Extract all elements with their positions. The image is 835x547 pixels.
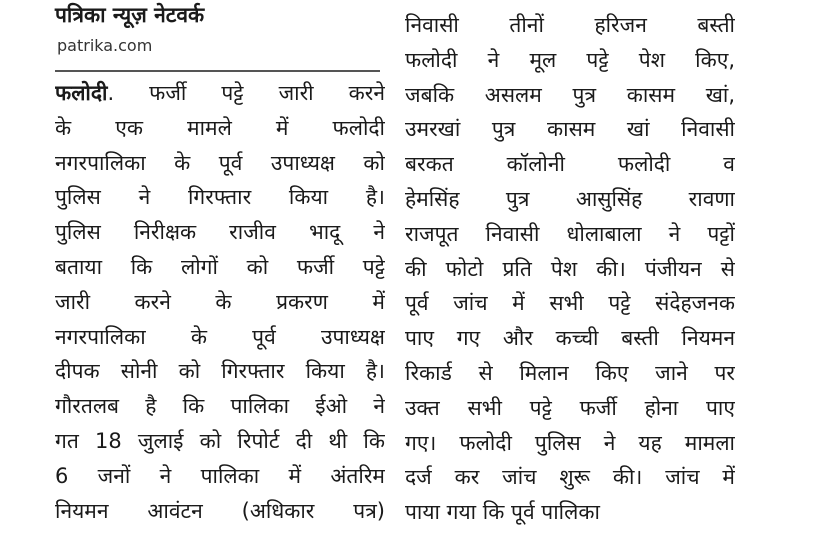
- text-line: 6 जनों ने पालिका में अंतरिम: [55, 463, 385, 488]
- text-line: उमरखां पुत्र कासम खां निवासी: [405, 117, 735, 142]
- text-line: पूर्व जांच में सभी पट्टे संदेहजनक: [405, 291, 735, 316]
- text-line: फलोदी ने मूल पट्टे पेश किए,: [405, 47, 735, 72]
- text-line: पाया गया कि पूर्व पालिका: [405, 500, 600, 525]
- source-url: patrika.com: [57, 36, 153, 55]
- text-line: के एक मामले में फलोदी: [55, 115, 385, 140]
- text-line: जबकि असलम पुत्र कासम खां,: [405, 82, 735, 107]
- text-line: निवासी तीनों हरिजन बस्ती: [405, 13, 735, 37]
- text-line: [55, 76, 385, 111]
- text-line: नगरपालिका के पूर्व उपाध्यक्ष को: [55, 150, 385, 175]
- byline: पत्रिका न्यूज़ नेटवर्क: [55, 3, 205, 27]
- text-line: उक्त सभी पट्टे फर्जी होना पाए: [405, 395, 735, 420]
- text-line: हेमसिंह पुत्र आसुसिंह रावणा: [405, 186, 735, 211]
- text-line: गत 18 जुलाई को रिपोर्ट दी थी कि: [55, 428, 385, 453]
- text-line: नियमन आवंटन (अधिकार पत्र): [55, 498, 385, 523]
- text-line: दीपक सोनी को गिरफ्तार किया है।: [55, 359, 385, 384]
- text-line: पाए गए और कच्ची बस्ती नियमन: [405, 326, 735, 351]
- text-line: रिकार्ड से मिलान किए जाने पर: [405, 360, 735, 385]
- text-line: पुलिस निरीक्षक राजीव भादू ने: [55, 220, 385, 245]
- dateline: फलोदी: [55, 81, 108, 105]
- right-article-text: [405, 8, 735, 530]
- text-line: पुलिस ने गिरफ्तार किया है।: [55, 185, 385, 210]
- text-line: बरकत कॉलोनी फलोदी व: [405, 152, 735, 177]
- text-line: राजपूत निवासी धोलाबाला ने पट्टों: [405, 221, 735, 246]
- divider: [55, 70, 380, 72]
- left-article-text: [55, 76, 385, 528]
- text-line: नगरपालिका के पूर्व उपाध्यक्ष: [55, 324, 385, 349]
- text-line-rest: . फर्जी पट्टे जारी करने: [107, 81, 385, 105]
- text-line: जारी करने के प्रकरण में: [55, 289, 385, 314]
- text-line: गए। फलोदी पुलिस ने यह मामला: [405, 430, 735, 455]
- text-line: की फोटो प्रति पेश की। पंजीयन से: [405, 256, 735, 281]
- text-line: बताया कि लोगों को फर्जी पट्टे: [55, 254, 385, 279]
- text-line: गौरतलब है कि पालिका ईओ ने: [55, 394, 385, 419]
- text-line: दर्ज कर जांच शुरू की। जांच में: [405, 465, 735, 490]
